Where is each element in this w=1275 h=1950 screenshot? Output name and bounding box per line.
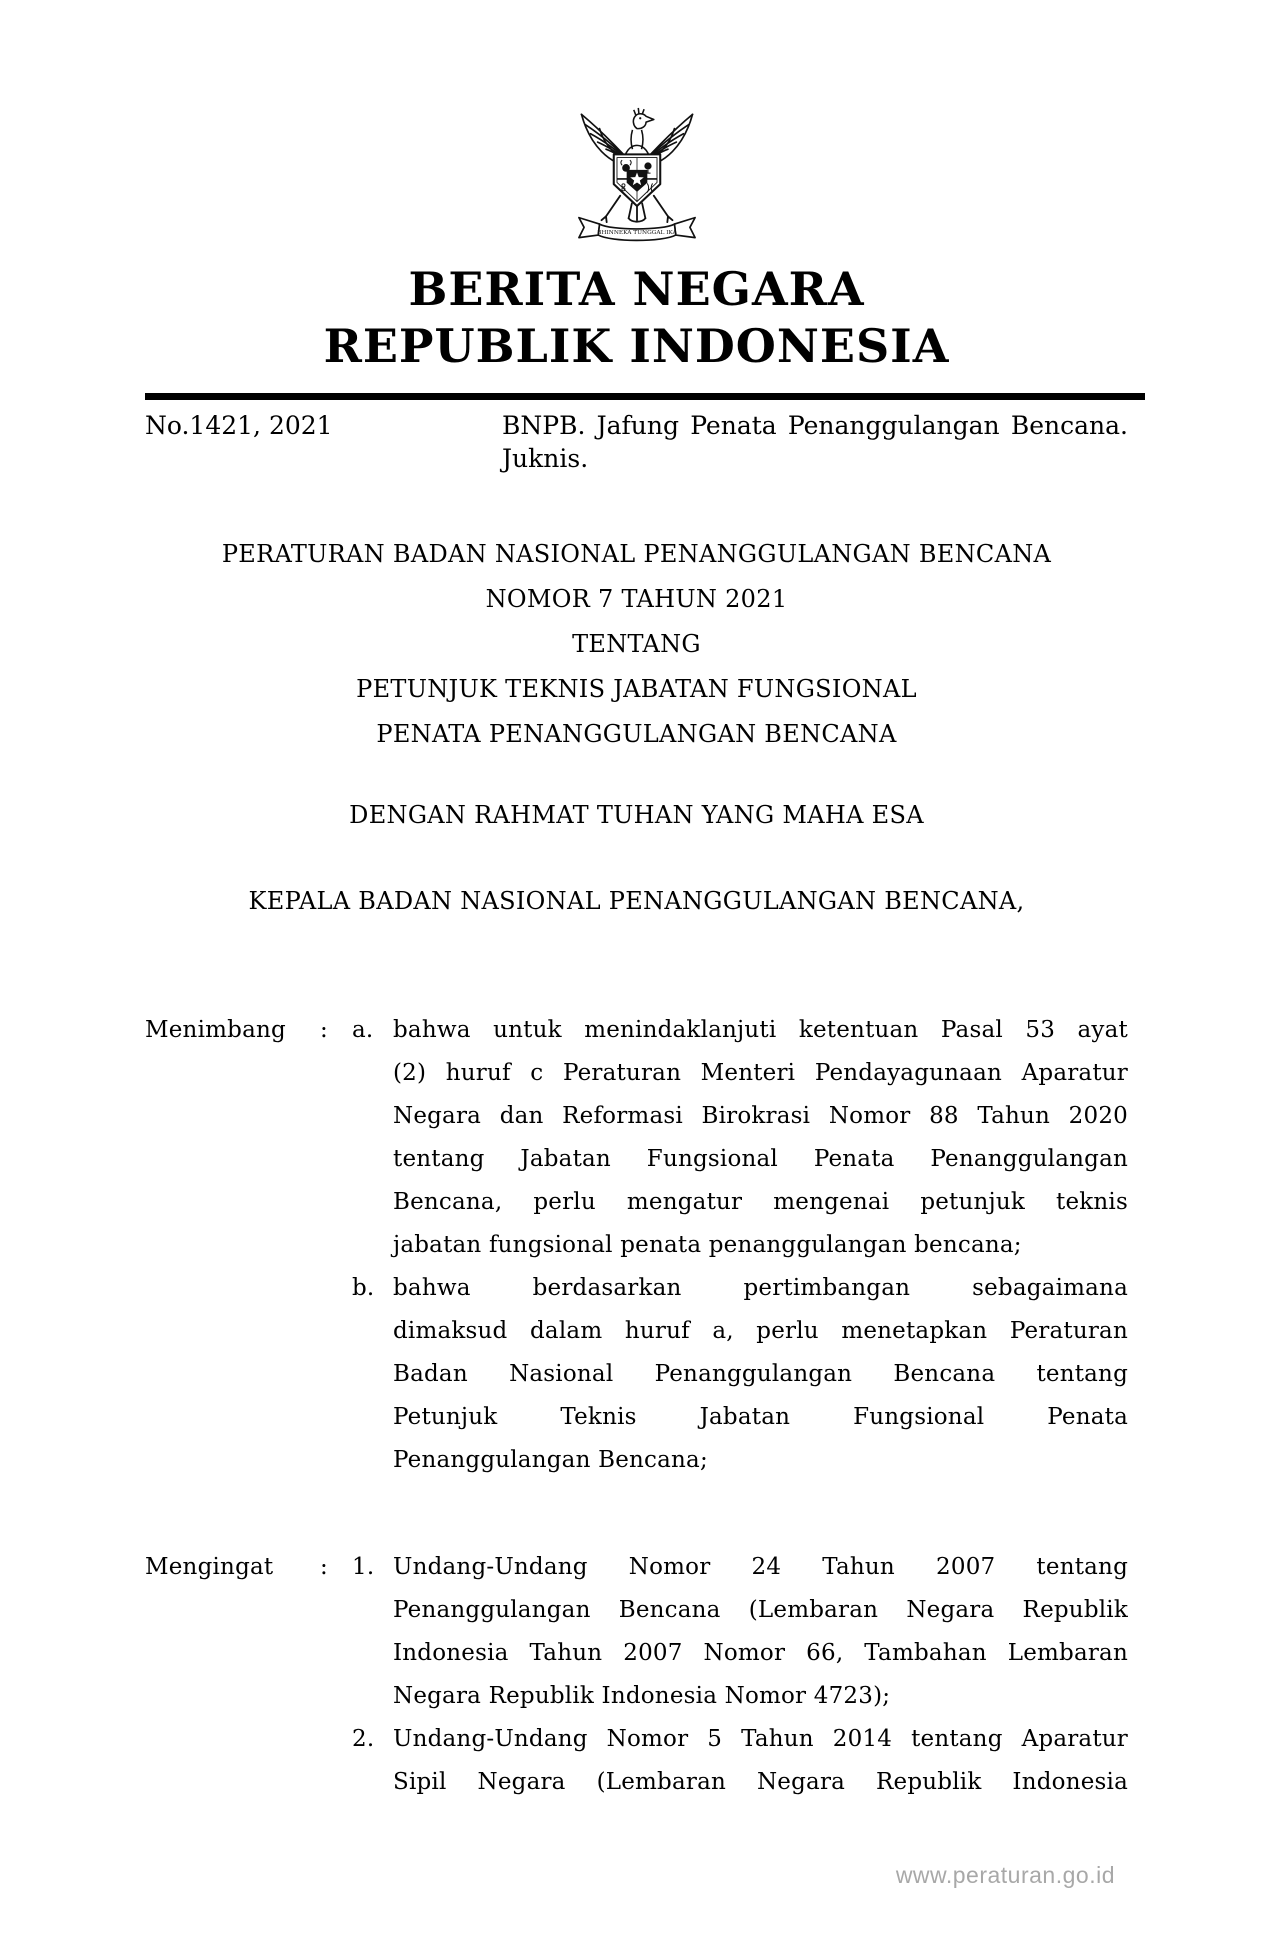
regulation-subject-line: PETUNJUK TEKNIS JABATAN FUNGSIONAL bbox=[356, 675, 917, 703]
item-marker: 1. bbox=[352, 1554, 375, 1580]
menimbang-colon: : bbox=[320, 1017, 328, 1043]
text-line: Penanggulangan Bencana (Lembaran Negara Republik bbox=[393, 1597, 1128, 1623]
text-line: (2) huruf c Peraturan Menteri Pendayagunaan Aparatur bbox=[393, 1060, 1128, 1086]
gazette-number: No.1421, 2021 bbox=[145, 411, 333, 440]
text-line: Bencana, perlu mengatur mengenai petunjuk teknis bbox=[393, 1189, 1128, 1215]
text-line: bahwa untuk menindaklanjuti ketentuan Pasal 53 ayat bbox=[393, 1017, 1128, 1043]
mengingat-item-2 bbox=[352, 1718, 1128, 1804]
menimbang-item-b bbox=[352, 1267, 1128, 1482]
text-line: Sipil Negara (Lembaran Negara Republik Indonesia bbox=[393, 1769, 1128, 1795]
text-line: Petunjuk Teknis Jabatan Fungsional Penata bbox=[393, 1404, 1128, 1430]
mengingat-colon: : bbox=[320, 1554, 328, 1580]
regulation-subject-line: PENATA PENANGGULANGAN BENCANA bbox=[376, 720, 897, 748]
text-line: Undang-Undang Nomor 5 Tahun 2014 tentang Aparatur bbox=[393, 1726, 1128, 1752]
menimbang-section bbox=[145, 1009, 1128, 1482]
item-text bbox=[393, 1267, 1128, 1482]
regulation-title-block bbox=[145, 532, 1128, 757]
mengingat-item-1 bbox=[352, 1546, 1128, 1718]
item-text bbox=[393, 1546, 1128, 1718]
item-text bbox=[393, 1718, 1128, 1804]
text-line: dimaksud dalam huruf a, perlu menetapkan Peraturan bbox=[393, 1318, 1128, 1344]
regulation-title-line: PERATURAN BADAN NASIONAL PENANGGULANGAN BENCANA bbox=[221, 540, 1052, 568]
subject-line: BNPB. Jafung Penata Penanggulangan Bencana. bbox=[502, 411, 1128, 440]
text-line: Negara Republik Indonesia Nomor 4723); bbox=[393, 1683, 891, 1709]
gazette-header-row bbox=[145, 409, 1128, 475]
gazette-title-line1: BERITA NEGARA bbox=[408, 262, 865, 316]
garuda-pancasila-svg bbox=[566, 100, 708, 252]
menimbang-label: Menimbang bbox=[145, 1017, 286, 1043]
text-line: Indonesia Tahun 2007 Nomor 66, Tambahan Lembaran bbox=[393, 1640, 1128, 1666]
text-line: Negara dan Reformasi Birokrasi Nomor 88 Tahun 2020 bbox=[393, 1103, 1128, 1129]
invocation-line: DENGAN RAHMAT TUHAN YANG MAHA ESA bbox=[349, 801, 924, 829]
tentang-line: TENTANG bbox=[572, 630, 701, 658]
item-marker: 2. bbox=[352, 1726, 375, 1752]
regulation-number-line: NOMOR 7 TAHUN 2021 bbox=[485, 585, 788, 613]
subject-line: Juknis. bbox=[502, 444, 589, 473]
masthead-rule bbox=[145, 393, 1145, 400]
gazette-subject bbox=[502, 409, 1128, 475]
gazette-title-line2: REPUBLIK INDONESIA bbox=[323, 319, 950, 373]
menimbang-item-a bbox=[352, 1009, 1128, 1267]
item-marker: b. bbox=[352, 1275, 375, 1301]
text-line: jabatan fungsional penata penanggulangan bencana; bbox=[393, 1232, 1022, 1258]
text-line: Undang-Undang Nomor 24 Tahun 2007 tentang bbox=[393, 1554, 1128, 1580]
garuda-pancasila-emblem bbox=[145, 0, 1128, 252]
item-marker: a. bbox=[352, 1017, 374, 1043]
watermark: www.peraturan.go.id bbox=[895, 1862, 1115, 1888]
item-text bbox=[393, 1009, 1128, 1267]
text-line: Badan Nasional Penanggulangan Bencana tentang bbox=[393, 1361, 1128, 1387]
text-line: tentang Jabatan Fungsional Penata Penanggulangan bbox=[393, 1146, 1128, 1172]
emblem-motto: BHINNEKA TUNGGAL IKA bbox=[596, 229, 677, 236]
text-line: bahwa berdasarkan pertimbangan sebagaimana bbox=[393, 1275, 1128, 1301]
official-line: KEPALA BADAN NASIONAL PENANGGULANGAN BENCANA, bbox=[248, 887, 1025, 915]
mengingat-section bbox=[145, 1546, 1128, 1804]
mengingat-label: Mengingat bbox=[145, 1554, 274, 1580]
text-line: Penanggulangan Bencana; bbox=[393, 1447, 708, 1473]
